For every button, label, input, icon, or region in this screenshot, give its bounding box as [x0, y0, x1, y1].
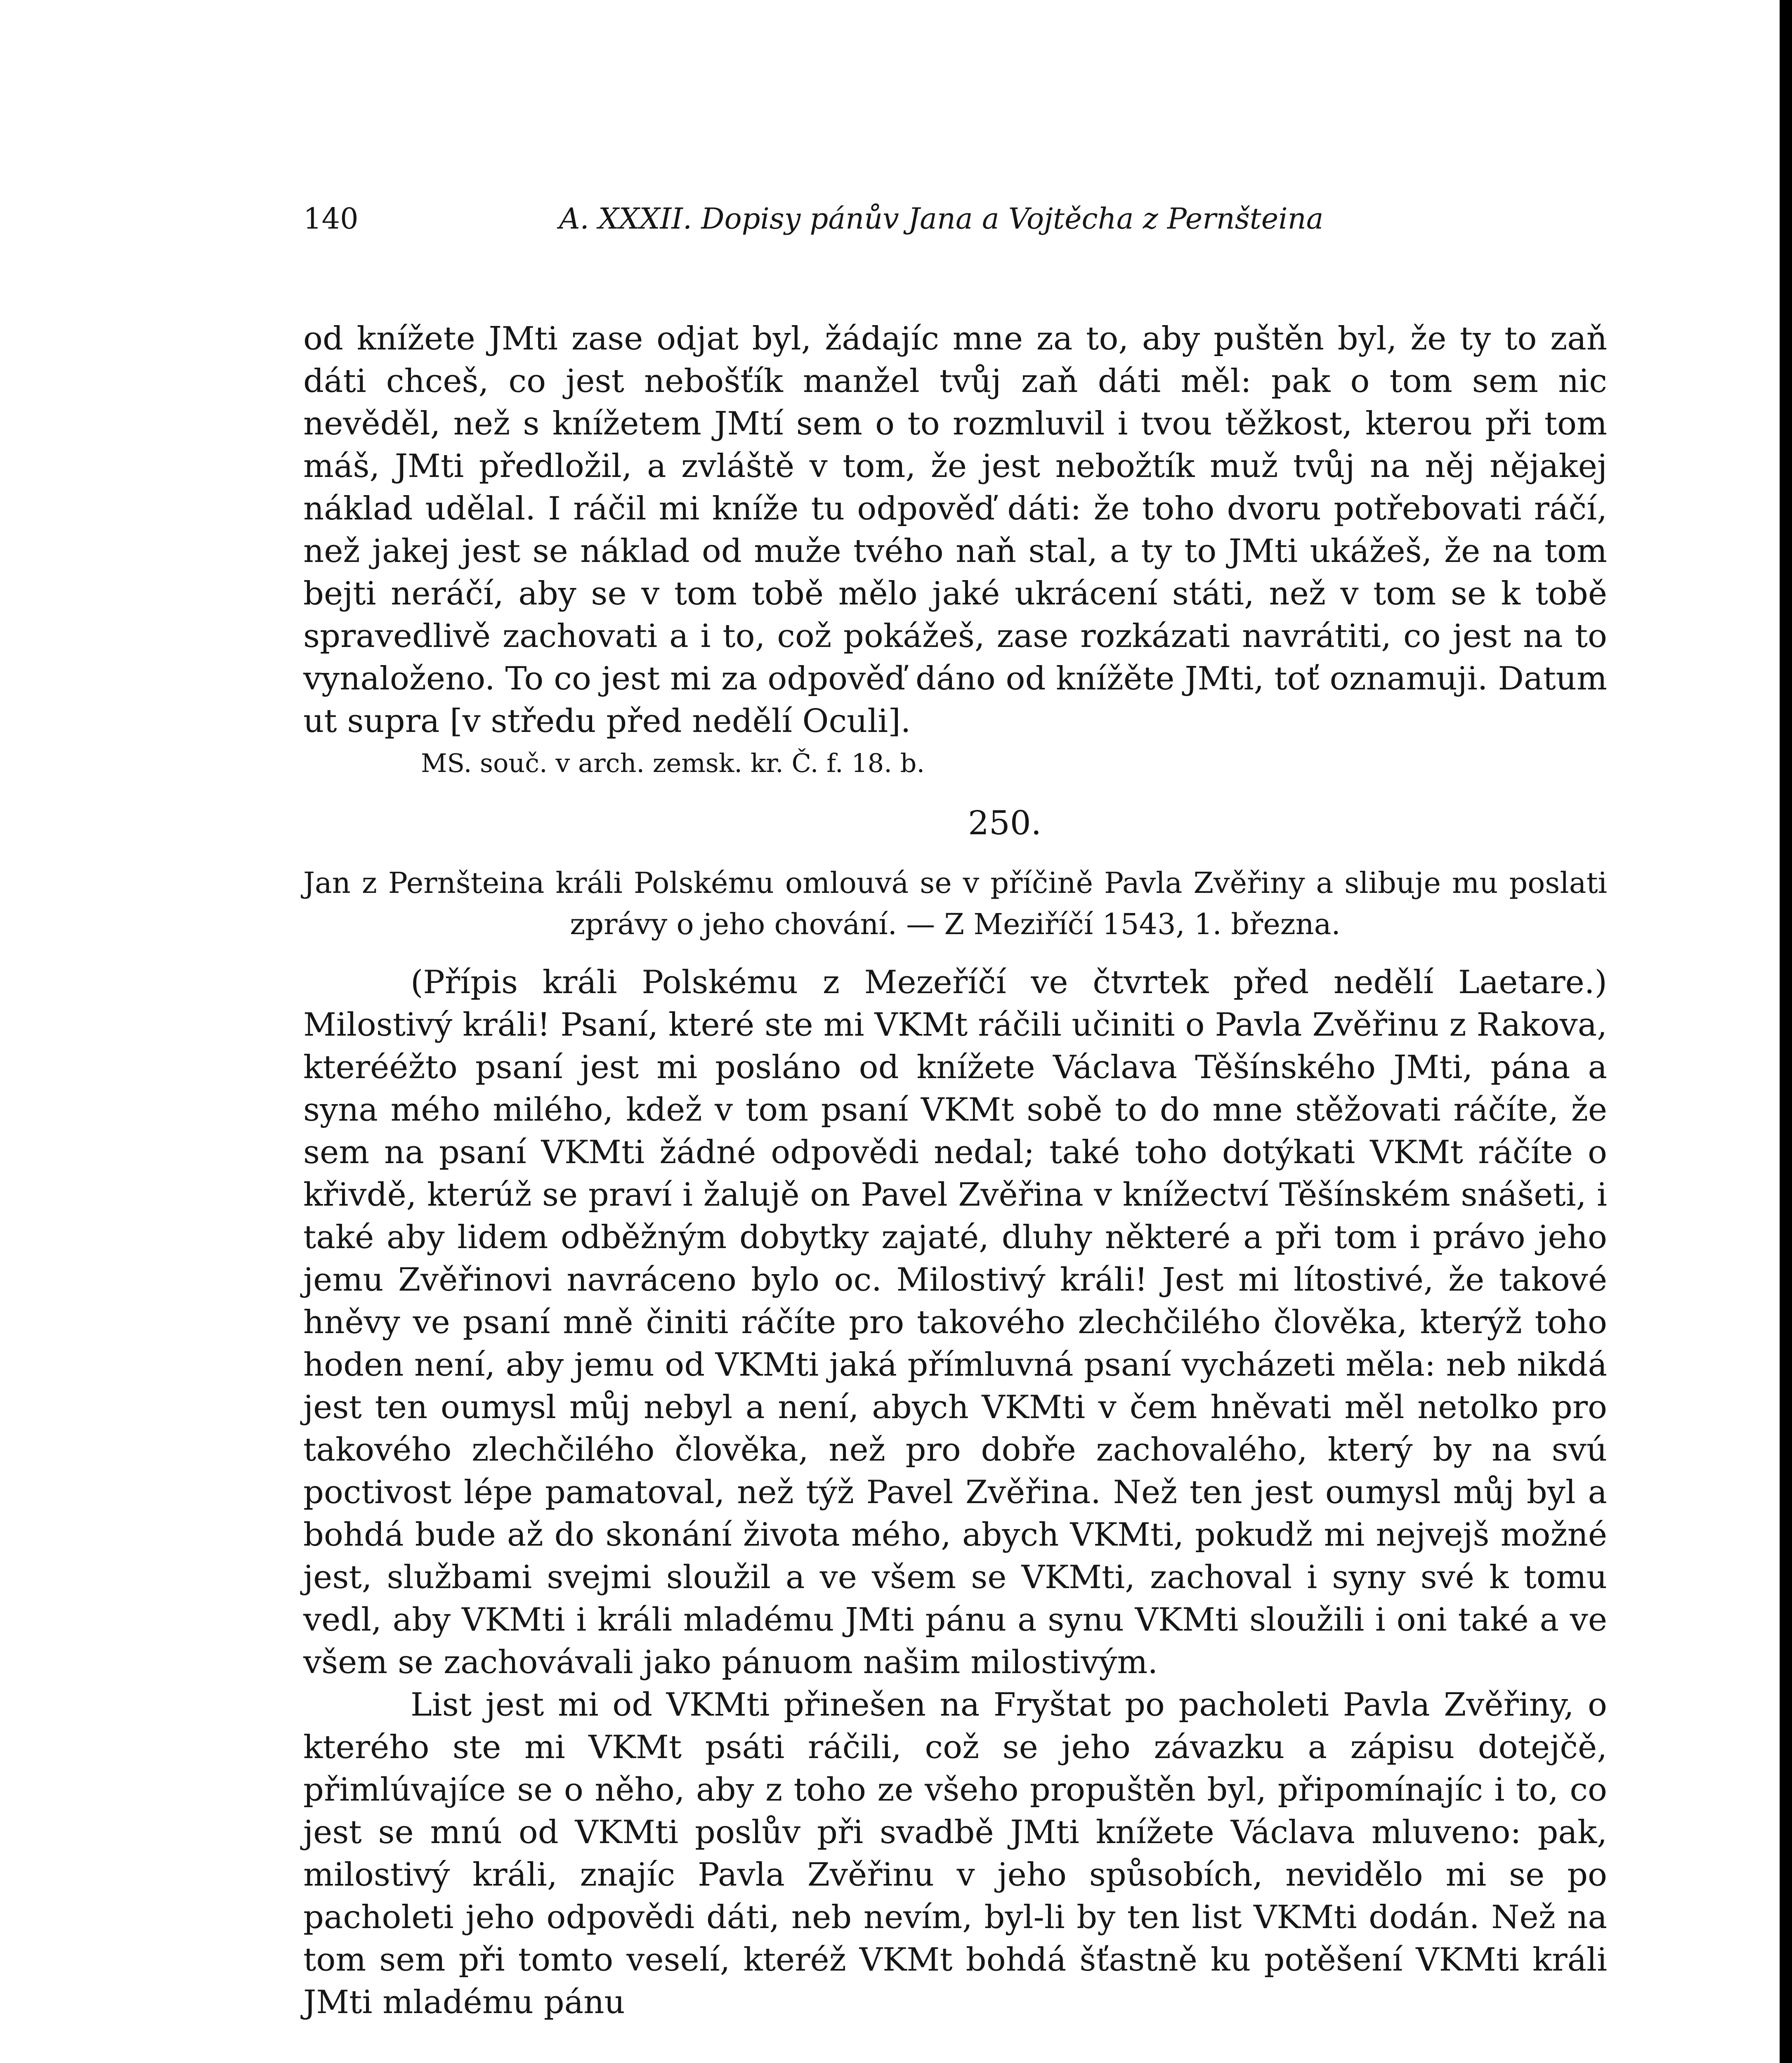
- document-number: 250.: [968, 804, 1042, 842]
- source-note: MS. souč. v arch. zemsk. kr. Č. f. 18. b.: [421, 748, 925, 778]
- body-text: [303, 318, 1607, 2024]
- continuation-paragraph: od knížete JMti zase odjat byl, žádajíc mne za to, aby puštěn byl, že ty to zaň dáti chceš, co jest nebošťík manžel tvůj zaň dáti měl: pak o tom sem nic nevěděl, než s knížetem JMtí sem o to rozmluvil i tvou těžkost, kterou při tom máš, JMti předložil, a zvláště v tom, že jest nebožtík muž tvůj na něj nějakej náklad udělal. I ráčil mi kníže tu odpověď dáti: že toho dvoru potřebovati ráčí, než jakej jest se náklad od muže tvého naň stal, a ty to JMti ukážeš, že na tom bejti neráčí, aby se v tom tobě mělo jaké ukrácení státi, než v tom se k tobě spravedlivě zachovati a i to, což pokážeš, zase rozkázati navrátiti, co jest na to vynaloženo. To co jest mi za odpověď dáno od knížěte JMti, toť oznamuji. Datum ut supra [v středu před nedělí Oculi].: [303, 320, 1607, 740]
- page-number: 140: [303, 202, 359, 236]
- scan-border-right: [1780, 0, 1792, 2063]
- letter-text: [303, 961, 1607, 2024]
- regest-line-1: Jan z Pernšteina králi Polskému omlouvá se v příčině Pavla Zvěřiny a slibuje mu poslati: [303, 866, 1607, 900]
- book-page: [303, 194, 1607, 2024]
- document-regest: [303, 862, 1607, 945]
- regest-line-2: zprávy o jeho chování. — Z Meziříčí 1543, 1. března.: [570, 907, 1341, 941]
- letter-paragraph-2: List jest mi od VKMti přinešen na Fryštat po pacholeti Pavla Zvěřiny, o kterého ste mi VKMt psáti ráčili, což se jeho závazku a zápisu dotejčě, přimlúvajíce se o něho, aby z toho ze všeho propuštěn byl, připomínajíc i to, co jest se mnú od VKMti poslův při svadbě JMti knížete Václava mluveno: pak, milostivý králi, znajíc Pavla Zvěřinu v jeho spůsobích, nevidělo mi se po pacholeti jeho odpovědi dáti, neb nevím, byl-li by ten list VKMti dodán. Než na tom sem při tomto veselí, kteréž VKMt bohdá šťastně ku potěšení VKMti králi JMti mladému pánu: [303, 1686, 1607, 2021]
- running-head: [303, 194, 1607, 243]
- letter-paragraph-1: (Přípis králi Polskému z Mezeříčí ve čtvrtek před nedělí Laetare.) Milostivý králi! Psaní, které ste mi VKMt ráčili učiniti o Pavla Zvěřinu z Rakova, kterééžto psaní jest mi posláno od knížete Václava Těšínského JMti, pána a syna mého milého, kdež v tom psaní VKMt sobě to do mne stěžovati ráčíte, že sem na psaní VKMti žádné odpovědi nedal; také toho dotýkati VKMt ráčíte o křivdě, kterúž se praví i žalujě on Pavel Zvěřina v knížectví Těšínském snášeti, i také aby lidem odběžným dobytky zajaté, dluhy některé a při tom i právo jeho jemu Zvěřinovi navráceno bylo oc. Milostivý králi! Jest mi lítostivé, že takové hněvy ve psaní mně činiti ráčíte pro takového zlechčilého člověka, kterýž toho hoden není, aby jemu od VKMti jaká přímluvná psaní vycházeti měla: neb nikdá jest ten oumysl můj nebyl a není, abych VKMti v čem hněvati měl netolko pro takového zlechčilého člověka, než pro dobře zachovalého, který by na svú poctivost lépe pamatoval, než týž Pavel Zvěřina. Než ten jest oumysl můj byl a bohdá bude až do skonání života mého, abych VKMti, pokudž mi nejvejš možné jest, službami svejmi sloužil a ve všem se VKMti, zachoval i syny své k tomu vedl, aby VKMti i králi mladému JMti pánu a synu VKMti sloužili i oni také a ve všem se zachovávali jako pánuom našim milostivým.: [303, 964, 1607, 1681]
- running-title: A. XXXII. Dopisy pánův Jana a Vojtěcha z Pernšteina: [559, 202, 1324, 236]
